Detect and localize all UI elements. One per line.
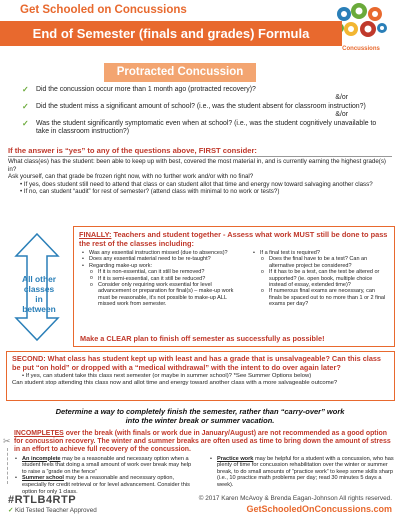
cut-line	[7, 448, 8, 484]
question-text: Was the student significantly symptomatic even when at school? (i.e., was the student cognitively unavailable to take in classroom instruction?)	[36, 119, 377, 136]
finally-box	[73, 226, 395, 347]
page-title: End of Semester (finals and grades) Formula	[0, 21, 342, 46]
all-classes-label-line: classes	[23, 284, 55, 294]
list-item: • If a final test is required?	[252, 250, 388, 256]
checkmark-icon: ✓	[22, 101, 29, 111]
list-item	[209, 456, 394, 489]
option-text: may be a reasonable and necessary option when a student feels that doing a small amount of work over break may help to raise a “grade on the fence”	[22, 455, 192, 475]
list-sub-item: o Does the final have to be a test? Can an alternative project be considered?	[252, 256, 388, 269]
second-line: Can student stop attending this class now and allot time and energy toward another class with a more salvageable outcome?	[12, 380, 338, 387]
finally-heading	[79, 230, 389, 248]
second-body	[12, 373, 389, 387]
finally-left-column	[81, 250, 241, 308]
list-sub-item: o If it has to be a test, can the test be altered or supported? (ie. open book, multiple choice instead of essay, extended time)?	[252, 269, 388, 288]
logo-caption: Concussions	[342, 46, 380, 52]
intro-line: Ask yourself, can that grade be frozen right now, with no further work and/or with no final?	[8, 173, 254, 181]
all-classes-label-line: All other	[22, 274, 56, 284]
determine-line: Determine a way to completely finish the semester, rather than “carry-over” work	[55, 407, 345, 416]
incompletes-section	[14, 430, 394, 495]
question-list	[18, 86, 382, 136]
incompletes-lead: INCOMPLETES	[14, 430, 64, 437]
intro-sub-text: If no, can student “audit” for rest of semester? (attend class with minimal to no work or tests?)	[23, 188, 280, 196]
tested-text: Kid Tested Teacher Approved	[15, 507, 97, 514]
incompletes-left-column	[14, 456, 196, 496]
intro-sub-text: If yes, does student still need to attend that class or can student allot that time and energy now toward salvaging another class?	[23, 180, 373, 188]
intro-line: What class(es) has the student: been able to keep up with best, covered the most material in, and is currently earning the highest grade(s) in?	[8, 158, 386, 173]
scissors-icon: ✂	[3, 436, 11, 446]
first-consider-heading: If the answer is “yes” to any of the questions above, FIRST consider:	[8, 146, 392, 157]
list-sub-item: o Consider only requiring work essential for level advancement or preparation for final(s) – make-up work must be reasonable, it’s not possible to make-up ALL missed work from semester.	[81, 282, 241, 308]
or-label: &/or	[335, 111, 348, 119]
list-sub-item: o If it is non-essential, can it still be removed?	[81, 269, 241, 275]
question-item	[18, 86, 382, 94]
finally-right-column	[252, 250, 388, 308]
all-classes-arrow	[6, 232, 69, 342]
incompletes-right-column	[209, 456, 394, 489]
intro-sub-item: • If yes, does student still need to attend that class or can student allot that time and energy now toward salvaging another class?	[20, 180, 373, 188]
incompletes-heading	[14, 430, 394, 455]
website-link[interactable]: GetSchooledOnConcussions.com	[246, 504, 392, 514]
checkmark-icon: ✓	[22, 118, 29, 128]
question-text: Did the student miss a significant amount of school? (i.e., was the student absent for classroom instruction?)	[36, 102, 366, 110]
second-heading: SECOND: What class has student kept up with least and has a grade that is unsalvageable? Can this class be put “on hold” or dropped with a “medical withdrawal” with the intent to do over again later?	[12, 354, 381, 372]
option-title: An incomplete	[22, 455, 61, 462]
hashtag: #RTLB4RTP	[8, 494, 77, 506]
incompletes-head-text: over the break (with finals or work due in January/August) are not recommended as a good option for concussion recovery. The winter and summer breaks are often used as time to bring down the amount of stress in an effort to achieve full recovery of the concussion.	[14, 430, 391, 454]
checkmark-icon: ✓	[8, 507, 14, 514]
option-text: may be a reasonable and necessary option, especially for credit retrieval or for level advancement. Consider this option for only 1 class.	[22, 475, 190, 495]
question-item	[18, 103, 382, 111]
checkmark-icon: ✓	[22, 85, 29, 94]
list-item: • Regarding make-up work:	[81, 263, 241, 269]
all-classes-label	[18, 274, 60, 314]
determine-statement	[10, 407, 390, 425]
option-title: Practice work	[217, 455, 254, 462]
or-label: &/or	[335, 94, 348, 102]
second-box	[6, 351, 395, 401]
option-text: may be helpful for a student with a concussion, who has plenty of time for concussion rehabilitation over the winter or summer break, to do small amounts of “practice work” to keep some skills sharp (i.e., 10 practice math problems per day; read 30 minutes 5 days a week).	[217, 455, 394, 488]
intro-sub-item: • If no, can student “audit” for rest of semester? (attend class with minimal to no work or tests?)	[20, 188, 280, 196]
copyright: © 2017 Karen McAvoy & Brenda Eagan-Johnson All rights reserved.	[198, 495, 392, 502]
intro-block	[8, 158, 392, 196]
page-subtitle: Protracted Concussion	[104, 63, 256, 82]
list-sub-item: o If numerous final exams are necessary, can finals be spaced out to no more than 1 or 2 final exams per day?	[252, 288, 388, 307]
finally-head-text: Teachers and student together - Assess what work MUST still be done to pass the rest of the classes including:	[79, 230, 388, 248]
finally-lead: FINALLY:	[79, 230, 112, 239]
second-sub-text: If yes, can student take this class next semester (or maybe in summer school)? *See Summer Options below)	[25, 373, 312, 380]
tested-approved	[8, 507, 97, 514]
finally-footer: Make a CLEAR plan to finish off semester as successfully as possible!	[80, 334, 325, 343]
question-text: Did the concussion occur more than 1 month ago (protracted recovery)?	[36, 86, 256, 93]
footer	[0, 493, 400, 518]
option-title: Summer school	[22, 475, 64, 482]
determine-line: into the winter break or summer vacation.	[125, 416, 275, 426]
finally-columns	[79, 250, 389, 332]
second-sub-item: • If yes, can student take this class next semester (or maybe in summer school)? *See Summer Options below)	[22, 373, 312, 380]
question-item	[18, 120, 382, 137]
list-item	[14, 456, 196, 476]
list-item: • Does any essential material need to be re-taught?	[81, 256, 241, 262]
list-sub-item: o If it is semi-essential, can it still be reduced?	[81, 276, 241, 282]
brand-name: Get Schooled on Concussions	[20, 4, 187, 16]
all-classes-label-line: in between	[22, 294, 56, 314]
list-item: • Was any essential instruction missed (due to absences)?	[81, 250, 241, 256]
